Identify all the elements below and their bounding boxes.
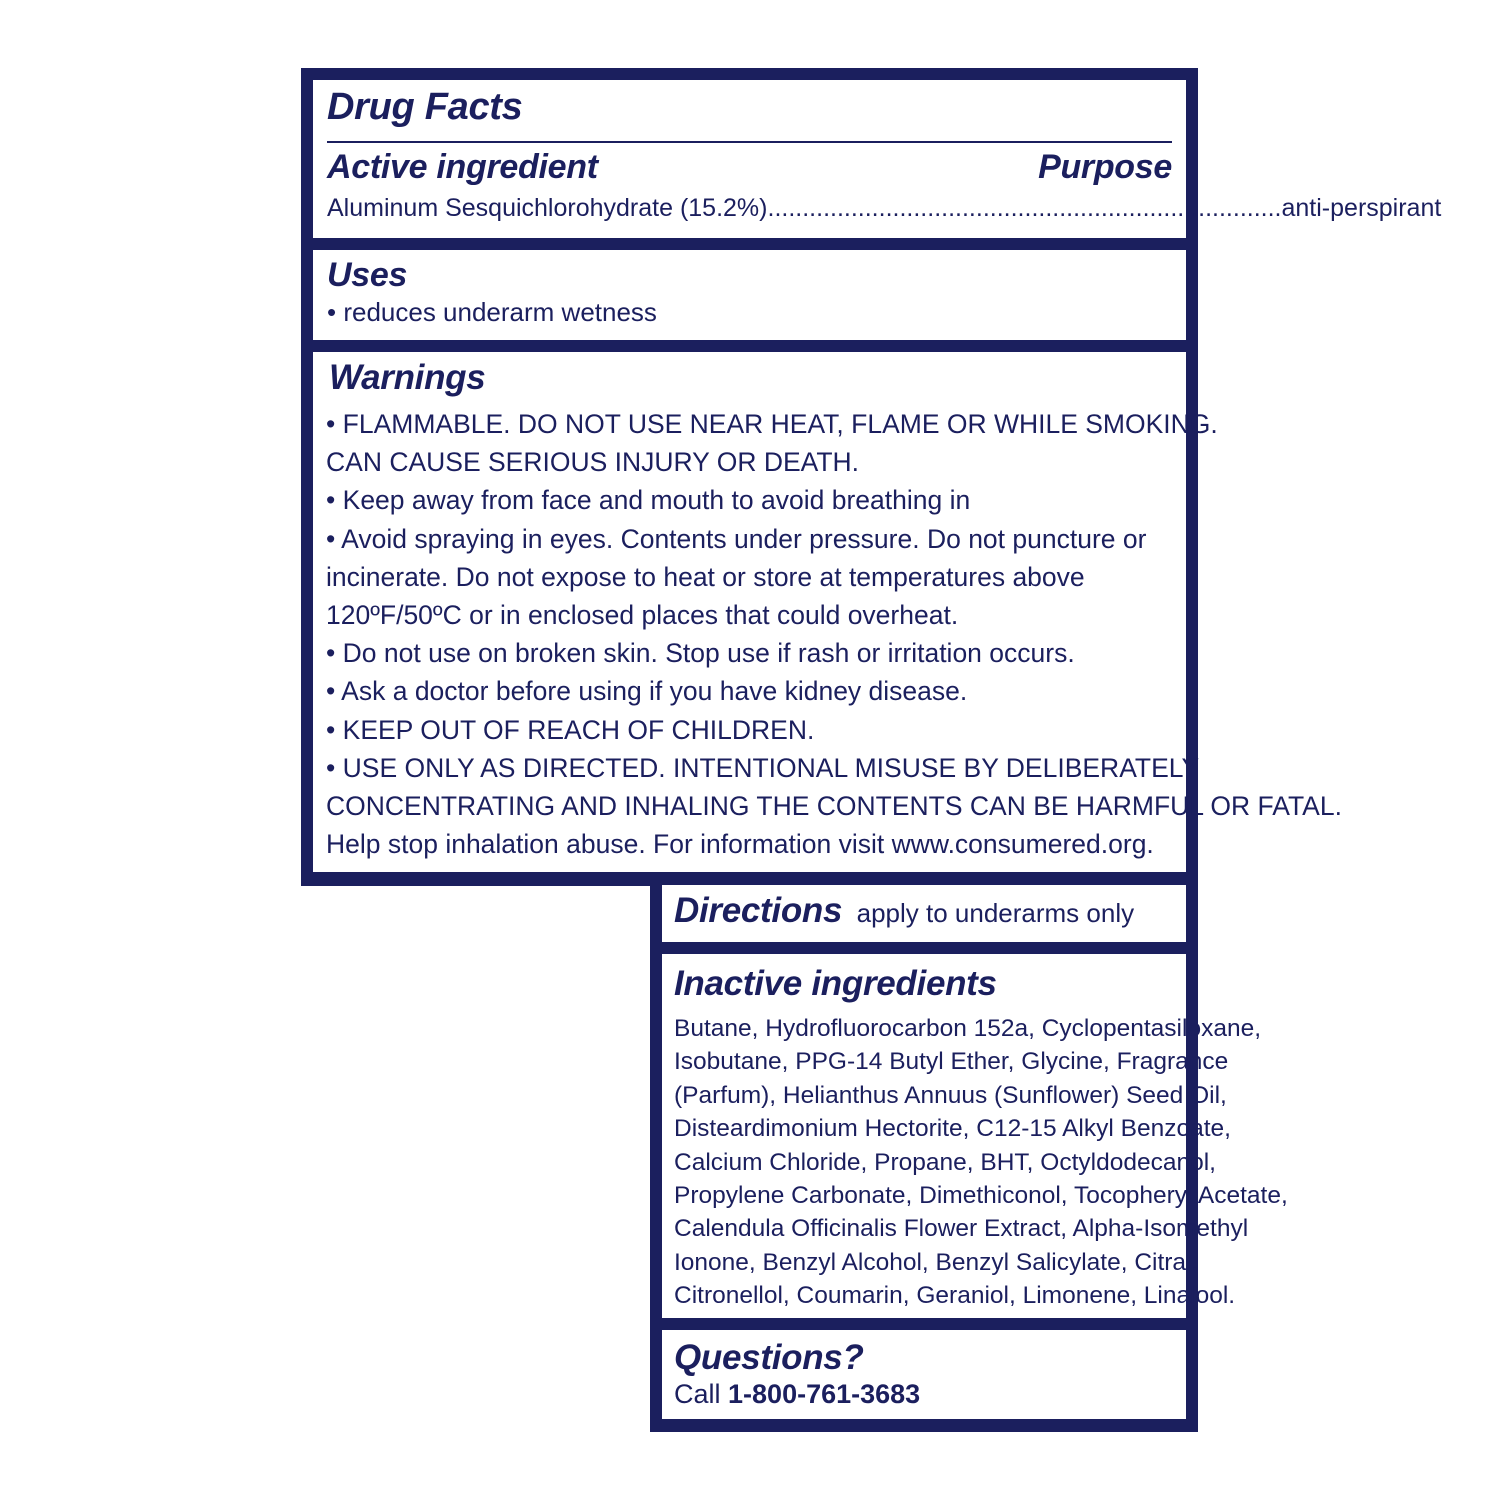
active-ingredient-row: [327, 194, 1442, 223]
active-ingredient-purpose: anti-perspirant: [1281, 194, 1442, 222]
inactive-line: Butane, Hydrofluorocarbon 152a, Cyclopentasiloxane,: [674, 1015, 1262, 1042]
leader-dots: ..........................................................................: [767, 194, 1282, 222]
warning-line: • KEEP OUT OF REACH OF CHILDREN.: [326, 714, 815, 745]
warning-line: CAN CAUSE SERIOUS INJURY OR DEATH.: [326, 447, 860, 478]
drug-facts-title: Drug Facts: [327, 86, 523, 128]
uses-heading: Uses: [327, 256, 408, 294]
warning-line: • USE ONLY AS DIRECTED. INTENTIONAL MISUSE BY DELIBERATELY: [326, 752, 1200, 783]
inactive-ingredients-heading: Inactive ingredients: [674, 964, 997, 1003]
phone-number: 1-800-761-3683: [728, 1379, 921, 1409]
inactive-ingredients-text: [674, 1012, 1288, 1313]
active-ingredient-name: Aluminum Sesquichlorohydrate (15.2%): [327, 194, 768, 222]
warnings-panel: [313, 352, 1342, 872]
warning-line: CONCENTRATING AND INHALING THE CONTENTS CAN BE HARMFUL OR FATAL.: [326, 791, 1342, 822]
inactive-line: Citronellol, Coumarin, Geraniol, Limonene, Linalool.: [674, 1282, 1236, 1310]
inactive-line: Calcium Chloride, Propane, BHT, Octyldodecanol,: [674, 1148, 1216, 1176]
inactive-line: Propylene Carbonate, Dimethiconol, Tocopheryl Acetate,: [674, 1182, 1288, 1210]
warning-line-url: Help stop inhalation abuse. For information visit www.consumered.org.: [326, 829, 1154, 860]
warning-line: • Avoid spraying in eyes. Contents under pressure. Do not puncture or: [326, 523, 1147, 554]
questions-heading: Questions?: [674, 1338, 864, 1377]
inactive-ingredients-panel: [662, 954, 1288, 1318]
call-label: Call: [674, 1379, 721, 1409]
directions-row: [674, 891, 1134, 931]
directions-heading: Directions: [674, 891, 843, 930]
warning-line: • Ask a doctor before using if you have kidney disease.: [326, 676, 968, 707]
inactive-line: Calendula Officinalis Flower Extract, Alpha-Isomethyl: [674, 1215, 1249, 1243]
warning-line: • FLAMMABLE. DO NOT USE NEAR HEAT, FLAME OR WHILE SMOKING.: [326, 409, 1218, 439]
uses-item: • reduces underarm wetness: [327, 297, 657, 327]
warning-line: • Keep away from face and mouth to avoid breathing in: [326, 485, 971, 516]
warning-line: 120ºF/50ºC or in enclosed places that could overheat.: [326, 600, 959, 631]
active-ingredient-heading: Active ingredient: [327, 148, 598, 186]
drug-facts-panel: [313, 80, 1442, 238]
warnings-text: [326, 405, 1342, 863]
section-divider: [327, 141, 1172, 143]
inactive-line: Ionone, Benzyl Alcohol, Benzyl Salicylate, Citral,: [674, 1248, 1199, 1276]
warnings-heading: Warnings: [329, 358, 486, 397]
uses-panel: [313, 250, 1186, 340]
purpose-heading: Purpose: [1038, 148, 1172, 186]
inactive-line: Isobutane, PPG-14 Butyl Ether, Glycine, Fragrance: [674, 1048, 1229, 1076]
inactive-line: (Parfum), Helianthus Annuus (Sunflower) Seed Oil,: [674, 1081, 1227, 1109]
warning-line: • Do not use on broken skin. Stop use if rash or irritation occurs.: [326, 638, 1075, 669]
inactive-line: Disteardimonium Hectorite, C12-15 Alkyl Benzoate,: [674, 1115, 1231, 1143]
warning-line: incinerate. Do not expose to heat or store at temperatures above: [326, 561, 1085, 592]
directions-text: apply to underarms only: [856, 898, 1135, 928]
questions-panel: [662, 1330, 1186, 1419]
directions-panel: [662, 885, 1186, 942]
questions-call-line: [674, 1379, 920, 1410]
